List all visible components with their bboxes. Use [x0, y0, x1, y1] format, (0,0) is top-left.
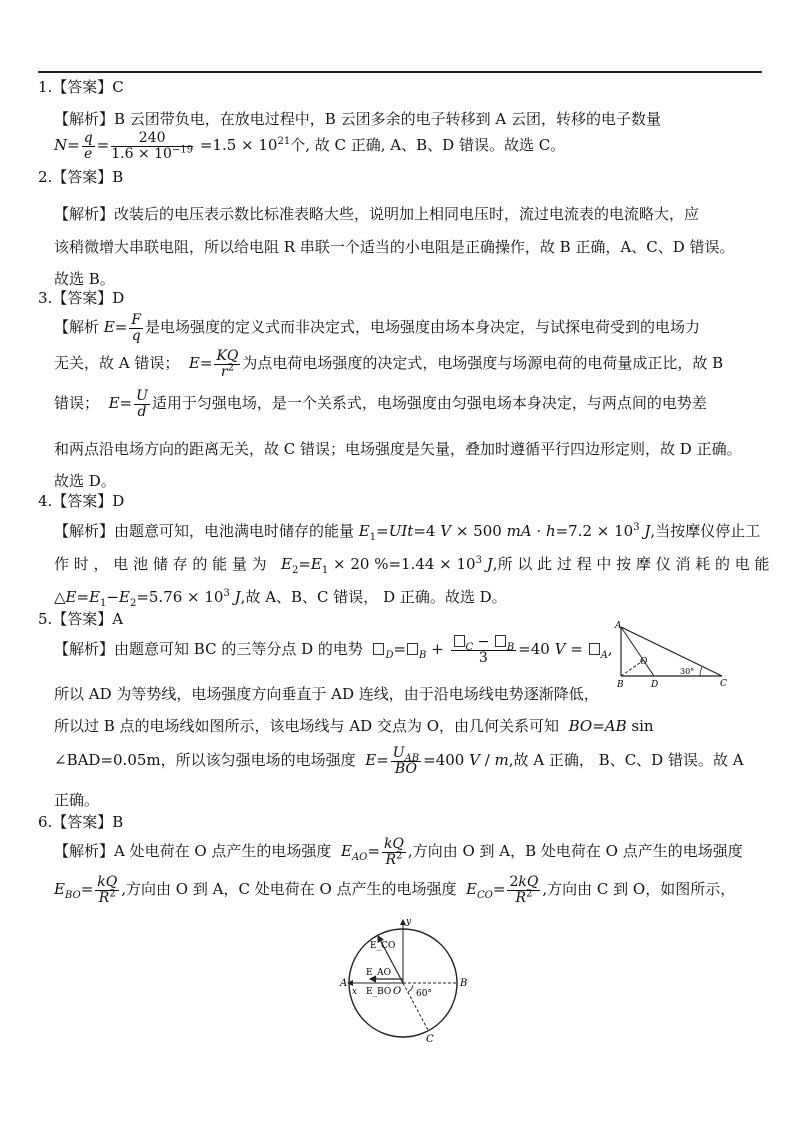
label-x: x: [352, 987, 358, 997]
q2-analysis-line3: 故选 B。: [54, 270, 115, 288]
q4-text1b: 当按摩仪停止工: [655, 522, 761, 540]
label-ECO: E_CO: [370, 941, 396, 951]
q5-answer: 5.【答案】A: [38, 610, 124, 628]
q5-analysis-line5: 正确。: [54, 791, 100, 809]
label-30deg: 30°: [680, 667, 695, 676]
q4-answer: 4.【答案】D: [38, 492, 125, 510]
q4-text2b: 所 以 此 过 程 中 按 摩 仪 消 耗 的 电 能: [497, 555, 770, 573]
q6-text1b: 方向由 O 到 A，B 处电荷在 O 点产生的电场强度: [412, 842, 743, 860]
q6-circle-figure: [336, 912, 476, 1044]
q4-analysis-line1: 【解析】由题意可知，电池满电时储存的能量 $E_1=UIt=4$ V × 500 mA · $h=7.2 \times 10^3$ J,当按摩仪停止工: [54, 522, 761, 543]
q3-analysis-line4: 和两点沿电场方向的距离无关，故 C 错误；电场强度是矢量，叠加时遵循平行四边形定则，故 D 正确。: [54, 440, 742, 458]
q5-text4b: 故 A 正确， B、C、D 错误。故 A: [513, 751, 744, 769]
q1-formula: N= $\frac{q}{e}$ = $\frac{240}{1.6 \times 10^{-19}}$ $=1.5 \times 10^{21}$个, 故 C 正确, A、B、D 错误。故选 C。: [54, 129, 566, 162]
label-EAO: E_AO: [366, 968, 391, 978]
label-A: A: [615, 621, 622, 631]
q6-text1a: 【解析】A 处电荷在 O 点产生的电场强度: [54, 842, 332, 860]
q6-analysis-line2: $E_{BO}=$ $\frac{kQ}{R^2}$ ,方向由 O 到 A，C 处电荷在 O 点产生的电场强度 $E_{CO}=$ $\frac{2kQ}{R^2}$ ,方向由 C 到 O，如图所示，: [54, 873, 736, 906]
label-C-circle: C: [426, 1034, 434, 1044]
label-B: B: [617, 680, 624, 690]
q3-text1: 是电场强度的定义式而非决定式，电场强度由场本身决定，与试探电荷受到的电场力: [145, 318, 701, 336]
q5-text4a: ∠BAD=0.05m，所以该匀强电场的电场强度: [54, 751, 356, 769]
q5-analysis-line4: ∠BAD=0.05m，所以该匀强电场的电场强度 E= $\frac{U_{AB}}{BO}$ =400 V / m,故 A 正确， B、C、D 错误。故 A: [54, 744, 744, 777]
q5-triangle-figure: [604, 616, 734, 696]
q3-answer: 3.【答案】D: [38, 289, 125, 307]
label-C: C: [720, 679, 727, 689]
q2-analysis-line2: 该稍微增大串联电阻，所以给电阻 R 串联一个适当的小电阻是正确操作，故 B 正确，A、C、D 错误。: [54, 238, 735, 256]
q3-text2a: 无关，故 A 错误；: [54, 354, 180, 372]
q2-answer: 2.【答案】B: [38, 168, 124, 186]
q1-analysis-line1: 【解析】B 云团带负电，在放电过程中，B 云团多余的电子转移到 A 云团，转移的电子数量: [54, 110, 661, 128]
q3-analysis-line3: 错误； E= $\frac{U}{d}$ 适用于匀强电场，是一个关系式，电场强度由匀强电场本身决定，与两点间的电势差: [54, 387, 707, 420]
q6-text2a: 方向由 O 到 A，C 处电荷在 O 点产生的电场强度: [126, 880, 457, 898]
q3-text2b: 为点电荷电场强度的决定式，电场强度与场源电荷的电荷量成正比，故 B: [242, 354, 724, 372]
q3-analysis-line2: 无关，故 A 错误； E= $\frac{KQ}{r^2}$ 为点电荷电场强度的决定式，电场强度与场源电荷的电荷量成正比，故 B: [54, 347, 724, 380]
header-rule: [38, 71, 762, 73]
q5-analysis-line1: 【解析】由题意可知 BC 的三等分点 D 的电势 $_D$= $_B$ + $\frac{_C - _B}{3}$ =40 V = $_A$,: [54, 633, 613, 666]
label-EBO: E_BO: [366, 987, 392, 997]
q6-analysis-line1: 【解析】A 处电荷在 O 点产生的电场强度 $E_{AO}=$ $\frac{kQ}{R^2}$ ,方向由 O 到 A，B 处电荷在 O 点产生的电场强度: [54, 835, 743, 868]
q1-answer: 1.【答案】C: [38, 78, 124, 96]
q3-text3a: 错误；: [54, 394, 100, 412]
label-B-circle: B: [460, 978, 468, 989]
q3-analysis-line1: 【解析 E= $\frac{F}{q}$ 是电场强度的定义式而非决定式，电场强度由场本身决定，与试探电荷受到的电场力: [54, 311, 701, 344]
label-y: y: [406, 917, 412, 927]
q4-text1a: 【解析】由题意可知，电池满电时储存的能量: [54, 522, 355, 540]
q4-text2a: 作 时 ， 电 池 储 存 的 能 量 为: [54, 555, 267, 573]
q4-analysis-line3: $\triangle E=E_1-E_2=5.76 \times 10^3$ J,故 A、B、C 错误， D 正确。故选 D。: [54, 588, 507, 609]
q6-text2b: 方向由 C 到 O，如图所示，: [547, 880, 736, 898]
q3-text3b: 适用于匀强电场，是一个关系式，电场强度由匀强电场本身决定，与两点间的电势差: [151, 394, 707, 412]
q5-analysis-line2: 所以 AD 为等势线，电场强度方向垂直于 AD 连线，由于沿电场线电势逐渐降低，: [54, 685, 599, 703]
label-O: O: [640, 657, 648, 667]
label-60deg: 60°: [416, 989, 432, 999]
q4-analysis-line2: 作 时 ， 电 池 储 存 的 能 量 为 $E_2=E_1 \times 20$ $\%=1.44 \times 10^3$ J,所 以 此 过 程 中 按 摩 仪 消 耗 的 电 能: [54, 555, 770, 576]
q4-text3b: 故 A、B、C 错误， D 正确。故选 D。: [245, 588, 507, 606]
label-O-circle: O: [393, 986, 402, 997]
label-D: D: [651, 680, 659, 690]
q5-analysis-line3: 所以过 B 点的电场线如图所示，该电场线与 AD 交点为 O，由几何关系可知 BO=AB sin: [54, 717, 654, 735]
q5-text3: 所以过 B 点的电场线如图所示，该电场线与 AD 交点为 O，由几何关系可知: [54, 717, 560, 735]
q3-analysis-line5: 故选 D。: [54, 472, 116, 490]
label-A-circle: A: [340, 978, 348, 989]
q2-analysis-line1: 【解析】改装后的电压表示数比标准表略大些，说明加上相同电压时，流过电流表的电流略大，应: [54, 205, 700, 223]
q6-answer: 6.【答案】B: [38, 813, 124, 831]
q1-conclusion: 个, 故 C 正确, A、B、D 错误。故选 C。: [290, 136, 566, 154]
q5-text1: 【解析】由题意可知 BC 的三等分点 D 的电势: [54, 640, 363, 658]
